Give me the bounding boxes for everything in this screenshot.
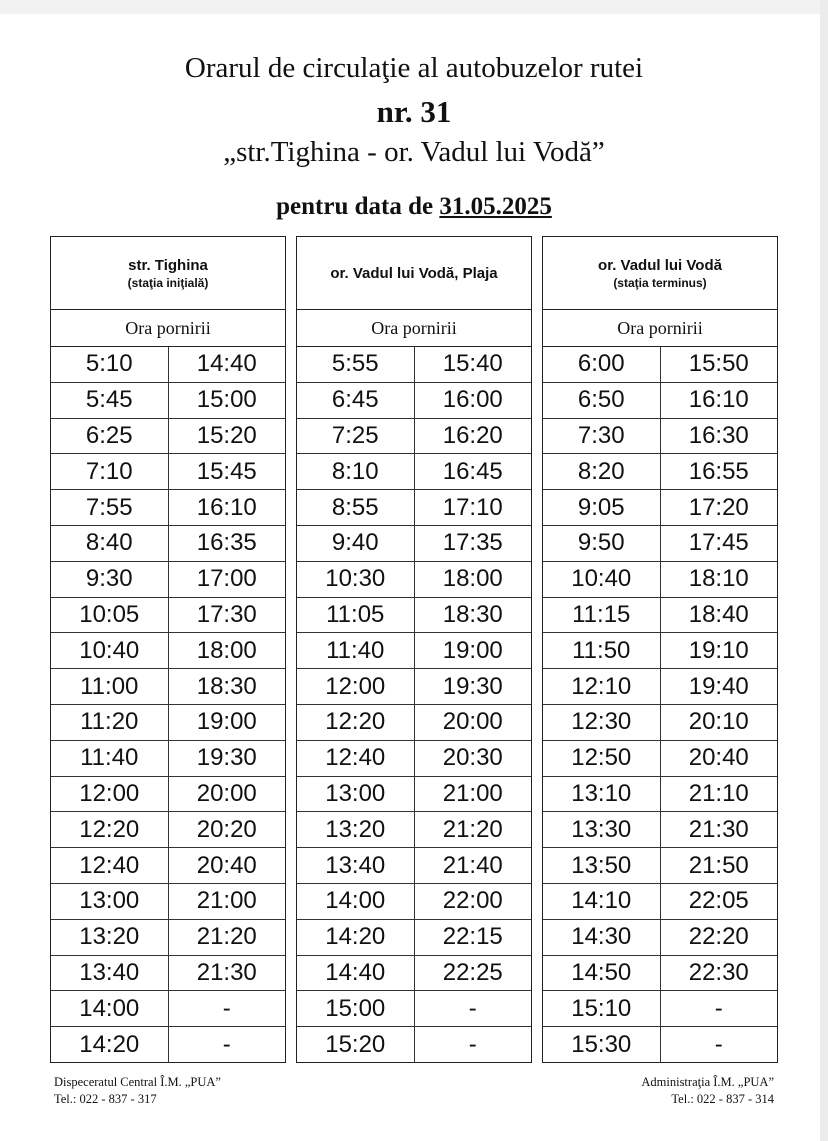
departure-time: 22:00 — [442, 887, 503, 915]
departure-time: 11:00 — [51, 669, 169, 704]
time-row — [543, 490, 777, 526]
departure-time: 19:10 — [688, 636, 749, 664]
departure-time: 17:30 — [196, 600, 257, 628]
time-row — [543, 920, 777, 956]
time-row — [51, 347, 285, 383]
departure-time: 18:00 — [442, 565, 503, 593]
time-row — [543, 1027, 777, 1063]
time-row — [543, 991, 777, 1027]
departure-time: 20:30 — [442, 744, 503, 772]
departure-time: 20:00 — [196, 779, 257, 807]
departure-time: 10:30 — [297, 562, 415, 597]
departure-time: 9:50 — [543, 526, 661, 561]
time-row — [543, 812, 777, 848]
departure-time: 14:00 — [297, 884, 415, 919]
time-row — [51, 633, 285, 669]
departure-time: 12:50 — [543, 741, 661, 776]
top-strip — [0, 0, 828, 14]
time-row — [297, 705, 531, 741]
time-row — [297, 383, 531, 419]
column-label: Ora pornirii — [51, 310, 285, 347]
departure-time: 13:30 — [543, 812, 661, 847]
time-row — [543, 562, 777, 598]
departure-time: 10:05 — [51, 598, 169, 633]
time-row — [297, 598, 531, 634]
departure-time: 21:30 — [688, 815, 749, 843]
footer-right-tel: Tel.: 022 - 837 - 314 — [671, 1092, 774, 1106]
footer-right-org: Administraţia Î.M. „PUA” — [641, 1075, 774, 1089]
departure-time: - — [714, 1031, 723, 1059]
departure-time: 5:45 — [51, 383, 169, 418]
time-row — [543, 848, 777, 884]
departure-time: 14:40 — [297, 956, 415, 991]
time-row — [297, 490, 531, 526]
departure-time: 21:20 — [196, 923, 257, 951]
departure-time: 6:00 — [543, 347, 661, 382]
time-row — [297, 347, 531, 383]
time-row — [51, 598, 285, 634]
departure-time: 22:15 — [442, 923, 503, 951]
departure-time: 15:00 — [297, 991, 415, 1026]
station-name: or. Vadul lui Vodă — [598, 256, 722, 274]
departure-time: 15:45 — [196, 457, 257, 485]
departure-time: 13:20 — [297, 812, 415, 847]
departure-time: 17:45 — [688, 529, 749, 557]
time-row — [297, 777, 531, 813]
departure-time: 13:50 — [543, 848, 661, 883]
departure-time: 12:40 — [297, 741, 415, 776]
departure-time: 9:30 — [51, 562, 169, 597]
departure-time: 20:00 — [442, 708, 503, 736]
column-label: Ora pornirii — [297, 310, 531, 347]
departure-time: 10:40 — [51, 633, 169, 668]
station-header — [543, 237, 777, 310]
departure-time: 17:00 — [196, 565, 257, 593]
time-row — [51, 526, 285, 562]
time-row — [543, 598, 777, 634]
right-edge — [820, 0, 828, 1141]
departure-time: 11:05 — [297, 598, 415, 633]
route-name: „str.Tighina - or. Vadul lui Vodă” — [223, 136, 605, 168]
departure-time: 14:00 — [51, 991, 169, 1026]
departure-time: 21:50 — [688, 851, 749, 879]
departure-time: 19:00 — [196, 708, 257, 736]
departure-time: 18:30 — [196, 672, 257, 700]
title-line-1: Orarul de circulaţie al autobuzelor rutei — [184, 52, 644, 84]
time-row — [51, 884, 285, 920]
time-row — [543, 347, 777, 383]
departure-time: 5:55 — [297, 347, 415, 382]
footer-left-org: Dispeceratul Central Î.M. „PUA” — [54, 1075, 221, 1089]
departure-time: 16:10 — [196, 493, 257, 521]
column-label: Ora pornirii — [543, 310, 777, 347]
departure-time: 13:10 — [543, 777, 661, 812]
departure-time: 19:00 — [442, 636, 503, 664]
time-row — [297, 633, 531, 669]
time-row — [543, 419, 777, 455]
departure-time: 11:15 — [543, 598, 661, 633]
departure-time: 19:30 — [442, 672, 503, 700]
departure-time: - — [714, 994, 723, 1022]
departure-time: 15:00 — [196, 386, 257, 414]
time-row — [543, 633, 777, 669]
departure-time: 6:25 — [51, 419, 169, 454]
departure-time: 7:30 — [543, 419, 661, 454]
departure-time: 21:20 — [442, 815, 503, 843]
departure-time: 15:30 — [543, 1027, 661, 1063]
time-grid — [51, 347, 285, 1063]
time-row — [297, 669, 531, 705]
time-row — [543, 956, 777, 992]
departure-time: - — [222, 1031, 231, 1059]
departure-time: 11:20 — [51, 705, 169, 740]
time-row — [543, 741, 777, 777]
departure-time: 10:40 — [543, 562, 661, 597]
time-row — [297, 884, 531, 920]
departure-time: 14:30 — [543, 920, 661, 955]
departure-time: 8:20 — [543, 454, 661, 489]
time-row — [297, 956, 531, 992]
departure-time: 17:10 — [442, 493, 503, 521]
schedule-vadul-terminus — [542, 236, 778, 1063]
footer-right — [641, 1074, 774, 1108]
departure-time: 22:25 — [442, 958, 503, 986]
time-row — [297, 526, 531, 562]
departure-time: - — [222, 994, 231, 1022]
departure-time: 21:00 — [442, 779, 503, 807]
departure-time: 15:20 — [196, 421, 257, 449]
date-value: 31.05.2025 — [439, 193, 552, 220]
station-name: str. Tighina — [128, 256, 208, 274]
departure-time: 21:00 — [196, 887, 257, 915]
time-row — [297, 991, 531, 1027]
departure-time: 7:25 — [297, 419, 415, 454]
departure-time: 20:20 — [196, 815, 257, 843]
departure-time: 22:20 — [688, 923, 749, 951]
departure-time: 16:00 — [442, 386, 503, 414]
station-header — [297, 237, 531, 310]
departure-time: 5:10 — [51, 347, 169, 382]
time-grid — [297, 347, 531, 1063]
time-row — [297, 1027, 531, 1063]
departure-time: 13:00 — [51, 884, 169, 919]
station-header — [51, 237, 285, 310]
station-type: (staţia terminus) — [613, 275, 707, 290]
time-row — [51, 991, 285, 1027]
departure-time: 18:40 — [688, 600, 749, 628]
departure-time: 15:10 — [543, 991, 661, 1026]
departure-time: 9:40 — [297, 526, 415, 561]
time-row — [51, 454, 285, 490]
time-row — [297, 848, 531, 884]
departure-time: 19:30 — [196, 744, 257, 772]
departure-time: 8:40 — [51, 526, 169, 561]
time-row — [297, 812, 531, 848]
time-row — [51, 419, 285, 455]
departure-time: 14:20 — [51, 1027, 169, 1063]
departure-time: 14:20 — [297, 920, 415, 955]
time-row — [297, 741, 531, 777]
departure-time: 11:50 — [543, 633, 661, 668]
departure-time: 16:20 — [442, 421, 503, 449]
departure-time: 22:05 — [688, 887, 749, 915]
departure-time: 12:20 — [51, 812, 169, 847]
time-row — [297, 920, 531, 956]
departure-time: 13:40 — [297, 848, 415, 883]
departure-time: 12:00 — [51, 777, 169, 812]
time-row — [51, 705, 285, 741]
time-row — [51, 920, 285, 956]
departure-time: 17:20 — [688, 493, 749, 521]
time-row — [543, 526, 777, 562]
departure-time: 19:40 — [688, 672, 749, 700]
departure-time: 16:35 — [196, 529, 257, 557]
departure-time: 16:45 — [442, 457, 503, 485]
departure-time: 14:10 — [543, 884, 661, 919]
time-row — [543, 705, 777, 741]
departure-time: 12:00 — [297, 669, 415, 704]
schedule-vadul-plaja — [296, 236, 532, 1063]
time-row — [297, 562, 531, 598]
time-row — [543, 777, 777, 813]
departure-time: 16:55 — [688, 457, 749, 485]
departure-time: - — [468, 994, 477, 1022]
departure-time: 11:40 — [51, 741, 169, 776]
time-row — [297, 454, 531, 490]
time-row — [51, 741, 285, 777]
departure-time: 14:40 — [196, 350, 257, 378]
time-row — [51, 1027, 285, 1063]
departure-time: 12:40 — [51, 848, 169, 883]
schedule-tighina — [50, 236, 286, 1063]
footer-left — [54, 1074, 221, 1108]
departure-time: 15:20 — [297, 1027, 415, 1063]
date-line — [0, 193, 828, 221]
departure-time: 14:50 — [543, 956, 661, 991]
departure-time: 18:10 — [688, 565, 749, 593]
departure-time: 21:10 — [688, 779, 749, 807]
time-row — [51, 848, 285, 884]
departure-time: 22:30 — [688, 958, 749, 986]
departure-time: 11:40 — [297, 633, 415, 668]
time-row — [51, 562, 285, 598]
departure-time: 20:40 — [196, 851, 257, 879]
station-type: (staţia iniţială) — [127, 275, 209, 290]
departure-time: 15:50 — [688, 350, 749, 378]
time-row — [51, 490, 285, 526]
departure-time: 13:20 — [51, 920, 169, 955]
departure-time: 6:50 — [543, 383, 661, 418]
date-prefix: pentru data de — [276, 193, 440, 220]
departure-time: 17:35 — [442, 529, 503, 557]
station-name: or. Vadul lui Vodă, Plaja — [330, 264, 498, 282]
departure-time: 16:30 — [688, 421, 749, 449]
footer-left-tel: Tel.: 022 - 837 - 317 — [54, 1092, 157, 1106]
departure-time: 12:30 — [543, 705, 661, 740]
departure-time: 8:55 — [297, 490, 415, 525]
time-row — [297, 419, 531, 455]
departure-time: 21:30 — [196, 958, 257, 986]
time-row — [543, 669, 777, 705]
time-row — [543, 383, 777, 419]
departure-time: 18:00 — [196, 636, 257, 664]
departure-time: 18:30 — [442, 600, 503, 628]
time-grid — [543, 347, 777, 1063]
departure-time: 12:10 — [543, 669, 661, 704]
time-row — [543, 454, 777, 490]
time-row — [51, 956, 285, 992]
time-row — [543, 884, 777, 920]
time-row — [51, 812, 285, 848]
time-row — [51, 669, 285, 705]
departure-time: 21:40 — [442, 851, 503, 879]
departure-time: 20:40 — [688, 744, 749, 772]
departure-time: 6:45 — [297, 383, 415, 418]
departure-time: 12:20 — [297, 705, 415, 740]
departure-time: - — [468, 1031, 477, 1059]
departure-time: 13:40 — [51, 956, 169, 991]
departure-time: 7:10 — [51, 454, 169, 489]
time-row — [51, 777, 285, 813]
departure-time: 16:10 — [688, 386, 749, 414]
departure-time: 9:05 — [543, 490, 661, 525]
time-row — [51, 383, 285, 419]
route-number: nr. 31 — [376, 94, 452, 129]
departure-time: 15:40 — [442, 350, 503, 378]
departure-time: 7:55 — [51, 490, 169, 525]
departure-time: 13:00 — [297, 777, 415, 812]
departure-time: 20:10 — [688, 708, 749, 736]
departure-time: 8:10 — [297, 454, 415, 489]
